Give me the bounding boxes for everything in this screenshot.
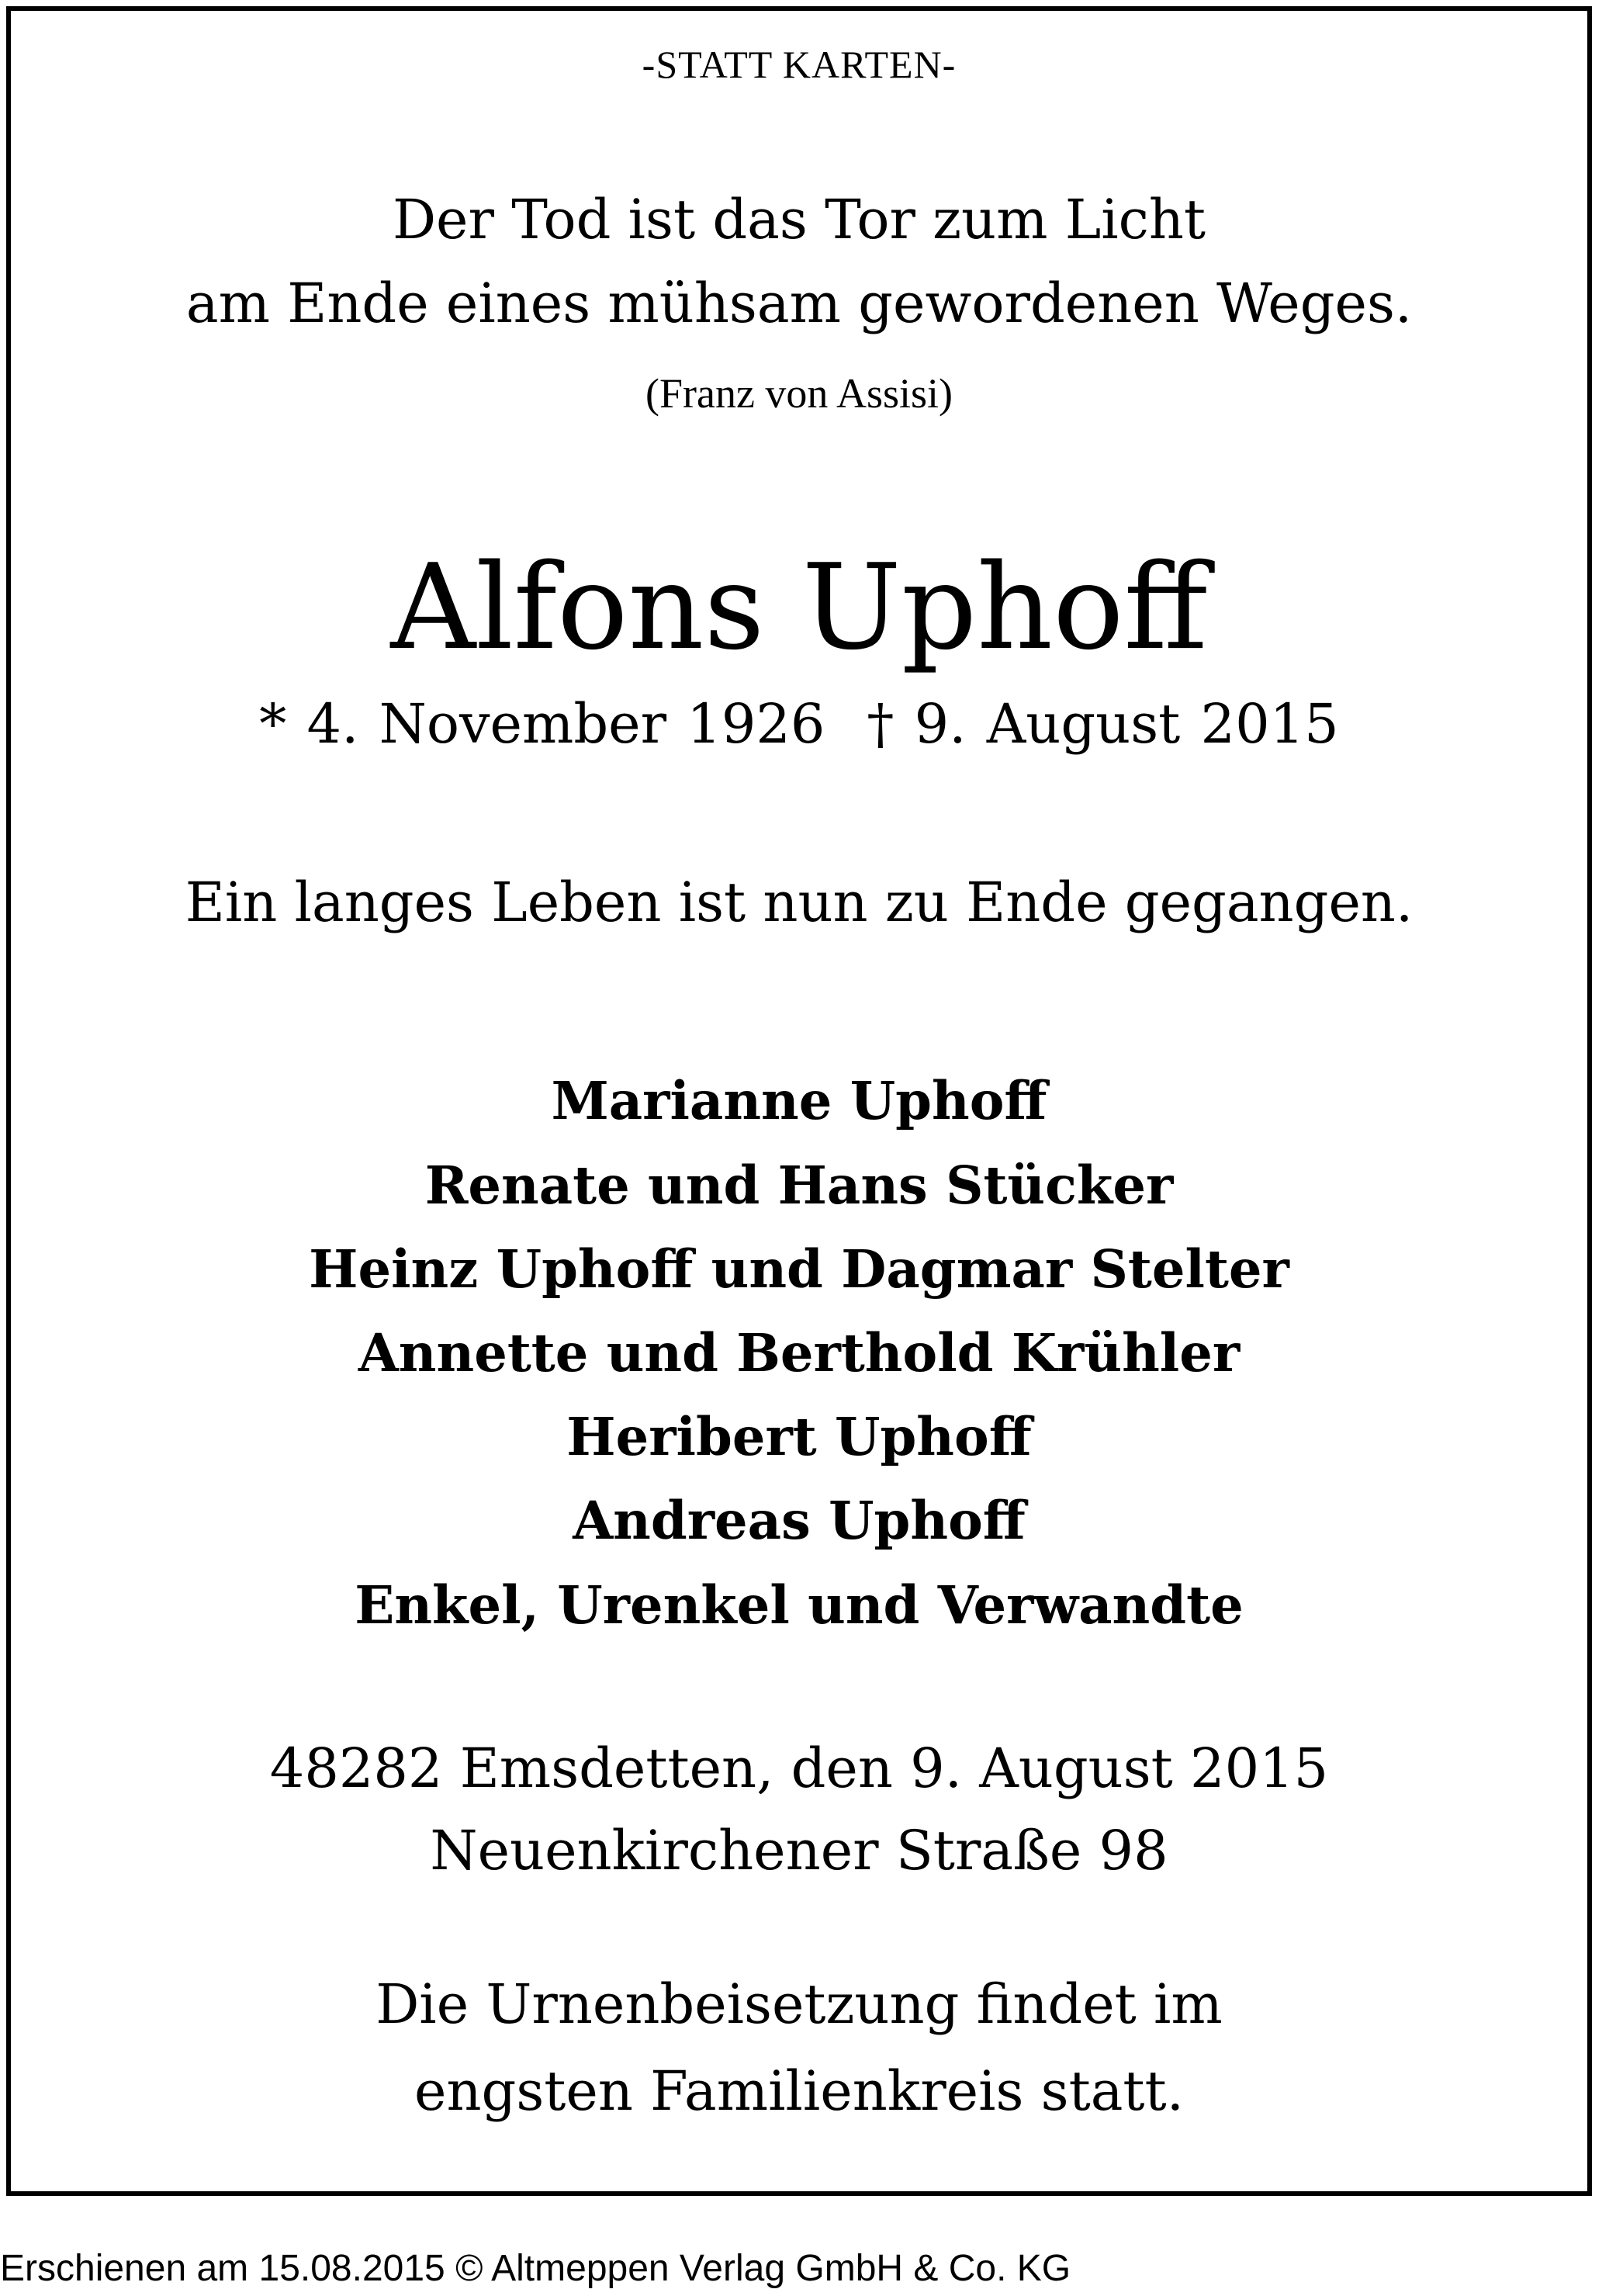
mourner-name: Annette und Berthold Krühler: [358, 1322, 1241, 1383]
mourner-name: Andreas Uphoff: [573, 1490, 1026, 1551]
burial-note-line: Die Urnenbeisetzung findet im: [375, 1972, 1223, 2036]
publication-footer: Erschienen am 15.08.2015 © Altmeppen Verlag GmbH & Co. KG: [0, 2248, 1071, 2289]
mourner-name: Marianne Uphoff: [551, 1070, 1047, 1131]
notice-frame: [6, 6, 1592, 2196]
quote-author: (Franz von Assisi): [645, 370, 953, 417]
place-date-line: 48282 Emsdetten, den 9. August 2015: [269, 1737, 1329, 1800]
farewell-statement: Ein langes Leben ist nun zu Ende gegangen.: [185, 871, 1414, 934]
mourner-name: Heinz Uphoff und Dagmar Stelter: [309, 1238, 1289, 1300]
notice-header: -STATT KARTEN-: [642, 43, 957, 86]
quote-line: am Ende eines mühsam gewordenen Weges.: [185, 272, 1413, 335]
life-dates: [11, 692, 1587, 756]
death-date: † 9. August 2015: [867, 692, 1339, 756]
mourner-name: Heribert Uphoff: [566, 1406, 1032, 1467]
mourner-name: Enkel, Urenkel und Verwandte: [355, 1574, 1244, 1636]
mourner-name: Renate und Hans Stücker: [424, 1155, 1174, 1216]
quote-line: Der Tod ist das Tor zum Licht: [392, 188, 1206, 251]
birth-date: * 4. November 1926: [259, 692, 825, 756]
deceased-name: Alfons Uphoff: [390, 539, 1208, 676]
street-address: Neuenkirchener Straße 98: [430, 1819, 1168, 1882]
burial-note-line: engsten Familienkreis statt.: [414, 2059, 1184, 2123]
